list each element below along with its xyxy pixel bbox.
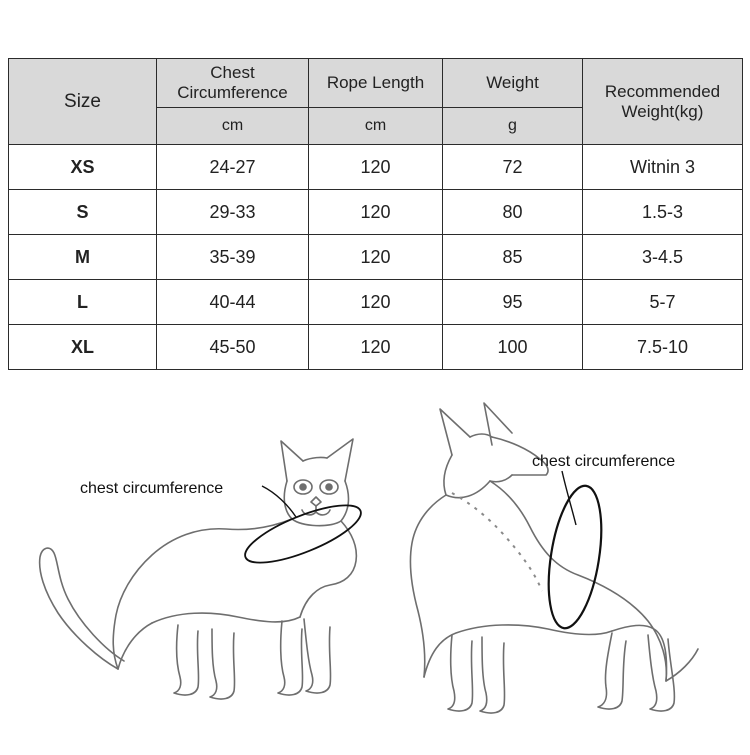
header-chest-circumference: Chest Circumference (157, 59, 309, 108)
cat-tail (40, 548, 124, 669)
cat-chest-front (300, 521, 356, 617)
cell-rope: 120 (309, 325, 443, 370)
cell-rope: 120 (309, 190, 443, 235)
unit-rope: cm (309, 108, 443, 145)
header-rope-length: Rope Length (309, 59, 443, 108)
cell-recommended: 1.5-3 (583, 190, 743, 235)
cell-size: M (9, 235, 157, 280)
cell-chest: 24-27 (157, 145, 309, 190)
cell-recommended: 3-4.5 (583, 235, 743, 280)
dog-leg-front-right (480, 637, 505, 713)
cell-weight: 95 (443, 280, 583, 325)
cat-pupil-left (300, 484, 306, 490)
dog-muzzle-bottom (490, 475, 512, 482)
table-row (9, 145, 743, 190)
cell-rope: 120 (309, 235, 443, 280)
cell-recommended: 7.5-10 (583, 325, 743, 370)
cell-weight: 72 (443, 145, 583, 190)
table-row (9, 190, 743, 235)
cat-belly (152, 613, 300, 623)
dog-leg-front-left (448, 635, 473, 711)
cat-ear-right (327, 439, 353, 481)
cell-weight: 100 (443, 325, 583, 370)
cell-size: XS (9, 145, 157, 190)
illustration-area (0, 385, 750, 750)
cat-head-top (303, 457, 327, 461)
cell-weight: 80 (443, 190, 583, 235)
cell-rope: 120 (309, 145, 443, 190)
cat-back-upper (113, 519, 292, 669)
cat-head-left (284, 481, 292, 519)
table-row (9, 325, 743, 370)
cell-rope: 120 (309, 280, 443, 325)
unit-chest: cm (157, 108, 309, 145)
cat-label-leader-line (262, 486, 296, 517)
dog-chest-circumference-loop (540, 482, 610, 632)
dog-belly (424, 625, 612, 677)
cat-outline-group (40, 439, 357, 699)
table-row (9, 280, 743, 325)
dog-chest-circumference-label: chest circumference (532, 453, 676, 470)
dog-guide-dotted-line (452, 493, 542, 591)
size-table-container (8, 58, 742, 370)
dog-back (490, 481, 666, 681)
cell-size: XL (9, 325, 157, 370)
table-row (9, 235, 743, 280)
cat-chest-circumference-loop (239, 494, 367, 574)
header-size: Size (9, 59, 157, 145)
dog-ear-left (440, 409, 470, 455)
header-row-titles (9, 59, 743, 108)
table-body (9, 145, 743, 370)
cat-nose (311, 497, 321, 506)
cell-chest: 29-33 (157, 190, 309, 235)
dog-jaw (446, 481, 490, 498)
dog-outline-group (410, 403, 698, 713)
size-table (8, 58, 743, 370)
cat-leg-front-left (174, 625, 199, 695)
pet-measurement-diagram (0, 385, 750, 750)
cell-weight: 85 (443, 235, 583, 280)
dog-hindquarter (612, 625, 667, 681)
dog-label-leader-line (562, 471, 576, 525)
header-recommended-weight: Recommended Weight(kg) (583, 59, 743, 145)
cat-leg-front-right (210, 629, 235, 699)
cat-shoulder (118, 623, 152, 669)
cat-pupil-right (326, 484, 332, 490)
cat-head-right (341, 481, 348, 521)
cell-size: S (9, 190, 157, 235)
cell-recommended: 5-7 (583, 280, 743, 325)
cell-size: L (9, 280, 157, 325)
dog-head-top (470, 434, 492, 437)
unit-weight: g (443, 108, 583, 145)
dog-leg-rear-left (598, 633, 626, 709)
cat-ear-left (281, 441, 303, 481)
cell-chest: 40-44 (157, 280, 309, 325)
dog-cheek (444, 455, 452, 495)
dog-chest-front (410, 495, 446, 677)
cell-recommended: Witnin 3 (583, 145, 743, 190)
header-weight: Weight (443, 59, 583, 108)
cell-chest: 45-50 (157, 325, 309, 370)
cat-chest-circumference-label: chest circumference (80, 480, 224, 497)
cat-leg-rear-right (304, 619, 331, 693)
table-header (9, 59, 743, 145)
cat-chin (292, 519, 341, 526)
cat-leg-rear-left (278, 621, 303, 695)
cell-chest: 35-39 (157, 235, 309, 280)
